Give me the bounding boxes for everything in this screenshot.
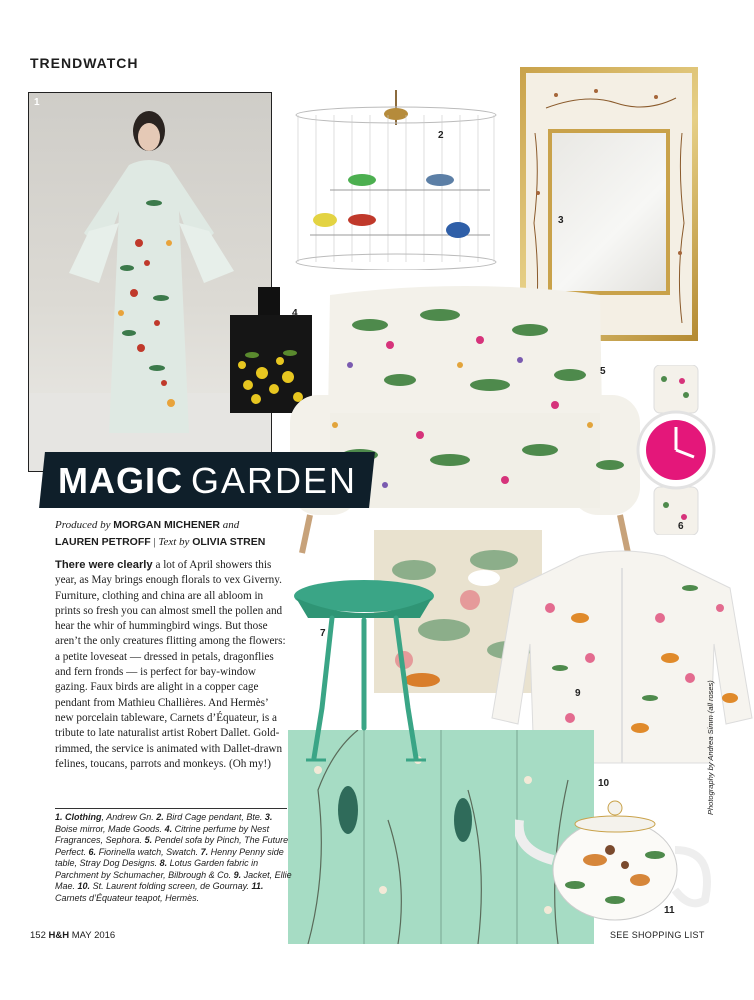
- title-light: GARDEN: [191, 460, 358, 501]
- title-bold: MAGIC: [58, 460, 183, 501]
- page-folio: [30, 930, 115, 941]
- item-number-5: 5: [600, 366, 606, 377]
- key-item: 5. Pendel sofa by Pinch, The Future Perfect.: [55, 835, 289, 857]
- produced-by-label: Produced by: [55, 519, 111, 531]
- fiorinella-watch-image: [636, 365, 716, 535]
- product-key: [55, 812, 295, 904]
- item-number-11: 11: [664, 905, 675, 916]
- article-title: [58, 460, 357, 502]
- key-item: 10. St. Laurent folding screen, de Gournay.: [77, 881, 250, 891]
- mirror-glass: [548, 129, 670, 295]
- photo-credit: Photography by Andrea Simm (all roses): [706, 680, 715, 815]
- section-title: TRENDWATCH: [30, 55, 139, 71]
- byline: [55, 517, 285, 551]
- byline-separator: |: [153, 536, 156, 548]
- key-item: 8. Lotus Garden fabric in Parchment by Schumacher, Bilbrough & Co.: [55, 858, 259, 880]
- key-item: 3. Boise mirror, Made Goods.: [55, 812, 273, 834]
- key-item: 9. Jacket, Ellie Mae.: [55, 869, 292, 891]
- key-divider: [55, 808, 287, 809]
- shopping-list-link[interactable]: SEE SHOPPING LIST: [610, 930, 705, 940]
- item-number-7: 7: [320, 628, 326, 639]
- henny-penny-side-table-image: [292, 578, 436, 768]
- writer: OLIVIA STREN: [192, 536, 266, 548]
- issue-date: MAY 2016: [71, 930, 116, 941]
- key-item: 11. Carnets d’Équateur teapot, Hermès.: [55, 881, 264, 903]
- and-label: and: [222, 519, 240, 531]
- item-number-9: 9: [575, 688, 581, 699]
- birdcage-pendant-image: [290, 90, 502, 270]
- pendel-sofa-image: [290, 285, 640, 555]
- item-number-6: 6: [678, 521, 684, 532]
- article-body: [55, 558, 287, 772]
- body-lead: There were clearly: [55, 559, 153, 571]
- magazine-name: H&H: [48, 930, 70, 941]
- item-number-1: 1: [34, 97, 40, 108]
- key-item: 4. Citrine perfume by Nest Fragrances, Sephora.: [55, 823, 270, 845]
- producer-2: LAUREN PETROFF: [55, 536, 151, 548]
- key-item: 6. Fiorinella watch, Swatch.: [88, 846, 199, 857]
- key-item: 2. Bird Cage pendant, Bte.: [156, 812, 263, 822]
- text-by-label: Text by: [158, 536, 190, 548]
- producer-1: MORGAN MICHENER: [113, 519, 220, 531]
- item-number-2: 2: [438, 130, 444, 141]
- key-item: 1. Clothing, Andrew Gn.: [55, 812, 154, 822]
- item-number-10: 10: [598, 778, 610, 789]
- page-number: 152: [30, 930, 46, 941]
- body-text: a lot of April showers this year, as May brings enough florals to vex Giverny. Furniture, clothing and china are all abloom in prints so fresh you can almost smell the pollen and hear the whir of hummingbird wings. But those aren’t the only creatures flitting among the flowers: a petite loveseat — dressed in petals, dragonflies and fern fronds — is perfect for bay-window gazing. Faux birds are alight in a copper cage pendant from Mathieu Challières. And Hermès’ new porcelain tableware, Carnets d’Équateur, is a tribute to late naturalist artist Robert Dallet. Gold-rimmed, the service is animated with Dallet-drawn felines, toucans, parrots and monkeys. (Oh my!): [55, 559, 286, 770]
- item-number-4: 4: [292, 308, 298, 319]
- teapot-image: [515, 790, 720, 925]
- item-number-3: 3: [558, 215, 564, 226]
- key-item: 7. Henny Penny side table, Stray Dog Designs.: [55, 846, 284, 868]
